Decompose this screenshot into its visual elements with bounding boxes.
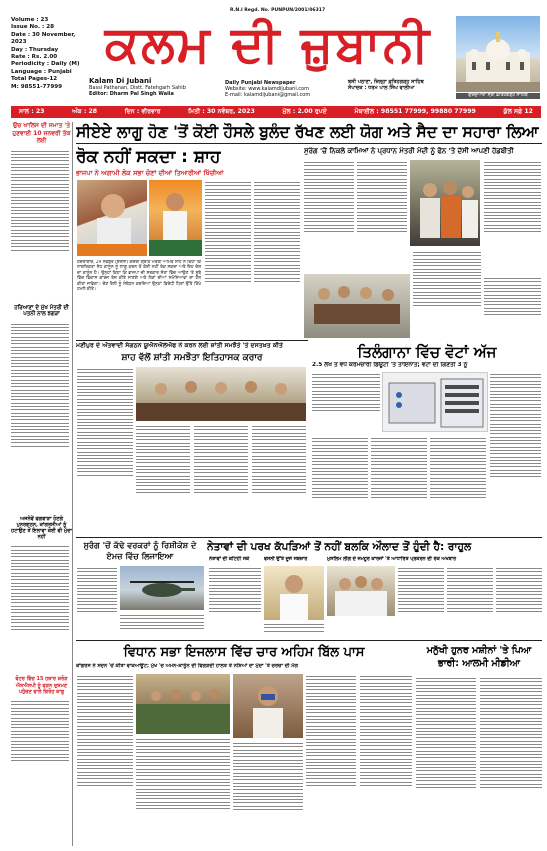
website-text: Website: www.kalamdijubani.com (225, 86, 309, 93)
telangana-story-col1 (312, 372, 380, 434)
lead-divider (76, 143, 542, 144)
manipur-story-col4 (252, 424, 306, 534)
vidhan-photo-assembly (136, 674, 230, 734)
tunnel-story-col1 (304, 160, 354, 272)
vidhan-photo-speaker (233, 674, 303, 738)
telangana-story-col4 (371, 436, 427, 534)
edition-meta (11, 17, 87, 91)
pages-text: Total Pages-12 (11, 76, 58, 83)
lead-story-text: ਹੈਦਰਾਬਾਦ, 29 ਨਵੰਬਰ (ਏਜੰਸੀ) ਕੇਂਦਰੀ ਗ੍ਰਹਿ ਮੰਤਰੀ ਅਮਿਤ ਸ਼ਾਹ ਨੇ ਕਿਹਾ ਕਿ ਨਾਗਰਿਕਤਾ ਸੋਧ ਕਾਨੂੰਨ ਨੂੰ ਲਾਗੂ ਕਰਨ ਤੋਂ ਕੋਈ ਨਹੀਂ ਰੋਕ ਸਕਦਾ ਅਤੇ ਇਹ ਦੇਸ਼ ਦਾ ਕਾਨੂੰਨ ਹੈ। ਉਨ੍ਹਾਂ ਕਿਹਾ ਕਿ ਭਾਜਪਾ ਦੀ ਸਰਕਾਰ ਸੱਤਾ ਵਿੱਚ ਆਉਣ 'ਤੇ ਸੂਬੇ ਵਿੱਚ ਵਿਕਾਸ ਕਾਰਜ ਤੇਜ਼ ਕੀਤੇ ਜਾਣਗੇ ਅਤੇ ਲੋਕਾਂ ਦੀਆਂ ਸਮੱਸਿਆਵਾਂ ਦਾ ਹੱਲ ਕੀਤਾ ਜਾਵੇਗਾ। ਚੋਣ ਰੈਲੀ ਨੂੰ ਸੰਬੋਧਨ ਕਰਦਿਆਂ ਉਨ੍ਹਾਂ ਵਿਰੋਧੀ ਧਿਰਾਂ ਉੱਤੇ ਤਿੱਖੇ ਹਮਲੇ ਕੀਤੇ। (77, 260, 201, 293)
manipur-story-col3 (194, 424, 248, 534)
lead-headline-shah: ਰੋਕ ਨਹੀਂ ਸਕਦਾ : ਸ਼ਾਹ (76, 147, 221, 167)
editor-text: Editor: Dharm Pal Singh Walia (89, 91, 174, 98)
telangana-headline: ਤਿਲੰਗਾਨਾ ਵਿੱਚ ਵੋਟਾਂ ਅੱਜ (357, 343, 497, 361)
telangana-subheadline: 2.5 ਲੱਖ ਤੋਂ ਵੱਧ ਕਰਮਚਾਰੀ ਡਿਊਟੀ 'ਤੇ ਤਾਇਨਾਤ; ਵੋਟਾਂ ਦੀ ਗਿਣਤੀ 3 ਨੂੰ (312, 362, 468, 368)
rishikesh-headline: ਸੁਰੰਗ 'ਚੋਂ ਕੱਢੇ ਵਰਕਰਾਂ ਨੂੰ ਰਿਸ਼ੀਕੇਸ਼ ਦੇ ਏਮਜ਼ ਵਿੱਚ ਲਿਜਾਇਆ (83, 540, 197, 561)
lead-story-col3 (254, 180, 300, 336)
vidhan-story-col3 (233, 741, 303, 845)
tunnel-story-col4 (484, 160, 541, 272)
manipur-divider (76, 340, 308, 341)
left-text-block-2 (11, 322, 72, 512)
info-year: ਸਾਲ : 23 (19, 108, 45, 115)
muslim-league-subheadline: ਮੁਸਲਿਮ ਲੀਗ ਦੇ ਜਮਹੂਰ ਕਾਰਜਾਂ 'ਤੇ ਆਧਾਰਿਤ ਪ੍ਰਕਰਨ ਦੀ ਰੋਕ ਅਖਬਾਰ (327, 557, 456, 562)
info-date: ਮਿਤੀ : 30 ਨਵੰਬਰ, 2023 (188, 108, 255, 115)
vasna-subheadline: ਵਸਨੀ ਉੱਤੇ ਦੂਜੇ ਸਬਜ਼ਾਰ (264, 557, 308, 562)
lead-photo-rally (149, 180, 202, 256)
tunnel-headline: ਸੁਰੰਗ 'ਚੋਂ ਨਿਕਲੇ ਕਾਮਿਆਂ ਨੇ ਪ੍ਰਧਾਨ ਮੰਤਰੀ ਮੋਦੀ ਨੂੰ ਫੋਨ 'ਤੇ ਦੱਸੀ ਆਪਣੀ ਹੱਡਬੀਤੀ (304, 147, 514, 155)
league-story-col1 (398, 566, 444, 636)
vidhan-story-col1 (77, 674, 133, 846)
rishikesh-photo-helicopter (120, 566, 204, 610)
rishikesh-story-col2 (120, 613, 204, 637)
left-headline-low: ਅਜਨੇਵੇਂ ਫਗਵਾੜਾ ਹੋਣਗੇ ਪੁਨਰਗਠਨ, ਕਾਂਗਰਸੀਆਂ ਨੂੰ ਹਟਾਉਣ ਤੋਂ ਇਲਾਵਾ ਕੋਈ ਵੀ ਮੁੱਦਾ ਨਹੀਂ (11, 515, 72, 541)
masthead-right-block (348, 79, 448, 91)
rishikesh-story-col1 (77, 566, 117, 636)
machine-headline: ਮਨੁੱਖੀ ਹੁਨਰ ਮਸ਼ੀਨਾਂ 'ਤੇ ਪਿਆ ਭਾਰੀ: ਆਲਮੀ ਮੀਡੀਆ (426, 645, 532, 669)
rahul-divider (76, 537, 542, 538)
vidhan-divider (76, 640, 542, 641)
day-text: Day : Thursday (11, 46, 59, 53)
tunnel-photo-meeting (304, 274, 410, 338)
manipur-headline: ਮਣੀਪੁਰ ਦੇ ਅੱਤਵਾਦੀ ਸੰਗਠਨ ਯੂਐਨਐਲਐਫ ਨੇ ਕਰਨ ਲਈ ਸ਼ਾਂਤੀ ਸਮਝੌਤੇ 'ਤੇ ਦਸਤਖ਼ਤ ਕੀਤੇ (76, 342, 283, 349)
rahul-story-col1 (209, 566, 261, 636)
vidhan-story-col5 (360, 674, 412, 846)
info-issue: ਅੰਕ : 28 (72, 108, 98, 115)
periodicity-text: Periodicity : Daily (M) (11, 61, 80, 68)
telangana-story-col5 (430, 436, 486, 534)
league-photo (327, 566, 395, 616)
vidhan-story-col2 (136, 737, 230, 845)
info-mobile: ਮੋਬਾਈਲ : 98551 77999, 99880 77999 (354, 108, 476, 115)
gurdwara-caption: ਗੁਰਦੁਆਰਾ ਸ੍ਰੀ ਫ਼ਤਿਹਗੜ੍ਹ ਸਾਹਿਬ (456, 93, 540, 99)
tunnel-story-col6 (484, 276, 541, 338)
lead-story-col2 (205, 180, 251, 336)
name-english: Kalam Di Jubani (89, 77, 152, 85)
tunnel-story-col5 (413, 250, 481, 338)
machine-story-col1 (416, 676, 476, 846)
machine-story-col2 (480, 676, 542, 846)
telangana-story-col3 (312, 436, 368, 534)
left-column (11, 122, 73, 846)
league-story-col2 (447, 566, 493, 636)
vidhan-story-col4 (306, 674, 356, 846)
manipur-story-col2 (136, 424, 190, 534)
volume-text: Volume : 23 (11, 17, 49, 23)
editor-punjabi: ਸੰਪਾਦਕ : ਧਰਮ ਪਾਲ ਸਿੰਘ ਵਾਲੀਆ (348, 85, 415, 92)
left-headline-mid: ਹਰਿਆਣਾ ਦੇ ਮੁੱਖ ਮੰਤਰੀ ਦੀ ਪਤਨੀ ਨਾਲ ਝਗੜਾ (14, 304, 69, 317)
date-text: Date : 30 November, 2023 (11, 31, 76, 46)
lead-photo-shah (77, 180, 147, 256)
left-text-block-3 (11, 544, 72, 672)
info-price: ਮੁੱਲ : 2.00 ਰੁਪਏ (282, 108, 327, 115)
info-pages: ਕੁੱਲ ਸਫ਼ੇ 12 (503, 108, 533, 115)
mobile-text: M: 98551-77999 (11, 83, 62, 90)
left-headline-top: ਉਚ ਖਾਲਿਸ ਦੀ ਜਮਾਤ 'ਤੇ ਹੁਣਵਾਈ 10 ਜਨਵਰੀ ਤੱਕ ਲਈ (12, 122, 71, 144)
masthead-title: ਕਲਮ ਦੀ ਜ਼ੁਬਾਨੀ (104, 14, 432, 73)
address-text: Bassi Pathanan, Distt. Fatehgarh Sahib (89, 85, 186, 91)
rate-text: Rate : Rs. 2.00 (11, 54, 58, 61)
kadhi-subheadline: ਨੇਤਾਵਾਂ ਦੀ ਕਟਿਹੀ ਸਕੇ (209, 557, 250, 562)
left-text-block-1 (11, 149, 72, 301)
rahul-story-col2 (264, 622, 324, 636)
masthead-left-block (89, 78, 209, 97)
tunnel-story-col2 (357, 160, 407, 272)
masthead-center-block (225, 80, 335, 99)
left-headline-bottom: ਵੋਟਰ ਵਿੱਚ 15 ਹਜ਼ਾਰ ਕਰੋੜ ਐਸਐਸਪੀ ਨੂੰ ਫੜਨ ਦੁਸ਼ਮਣ ਪਹੁੰਚਣ ਵਾਲੇ ਗਿਰੋਹ ਕਾਬੂ (15, 676, 68, 695)
lead-headline: ਸੀਏਏ ਲਾਗੂ ਹੋਣ 'ਤੋਂ ਕੋਈ ਹੌਸਲੇ ਬੁਲੰਦ ਰੱਖਣ ਲਈ ਯੋਗ ਅਤੇ ਸੈਦ ਦਾ ਸਹਾਰਾ ਲਿਆ (76, 122, 539, 141)
telangana-story-col2 (490, 372, 541, 534)
info-day: ਦਿਨ : ਵੀਰਵਾਰ (124, 108, 161, 115)
vidhan-headline: ਵਿਧਾਨ ਸਭਾ ਇਜਲਾਸ ਵਿੱਚ ਚਾਰ ਅਹਿਮ ਬਿੱਲ ਪਾਸ (123, 645, 365, 660)
manipur-photo (136, 367, 306, 421)
gurdwara-photo (456, 16, 540, 92)
rahul-photo (264, 566, 324, 620)
evm-photo (382, 372, 488, 432)
rahul-headline: ਨੇਤਾਵਾਂ ਦੀ ਪਰਖ ਕੱਪੜਿਆਂ ਤੋਂ ਨਹੀਂ ਬਲਕਿ ਔਲਾਦ ਤੋਂ ਹੁੰਦੀ ਹੈ: ਰਾਹੁਲ (207, 541, 472, 553)
left-text-block-4 (11, 699, 72, 795)
email-text: E-mail: kalamdijubani@gmail.com (225, 92, 311, 99)
lead-subheadline: ਭਾਜਪਾ ਨੇ ਅਗਾਮੀ ਲੋਕ ਸਭਾ ਚੋਣਾਂ ਦੀਆਂ ਤਿਆਰੀਆਂ ਖਿੱਚੀਆਂ (76, 169, 224, 177)
shah-peace-subheadline: ਸ਼ਾਹ ਵੱਲੋਂ ਸ਼ਾਂਤੀ ਸਮਝੌਤਾ ਇਤਿਹਾਸਕ ਕਰਾਰ (121, 353, 263, 363)
info-bar (11, 106, 541, 118)
issue-text: Issue No. : 28 (11, 24, 55, 31)
manipur-story-col1 (77, 367, 133, 535)
vidhan-subheadline: ਕਾਂਗਰਸ ਨੇ ਸਦਨ 'ਚੋਂ ਕੀਤਾ ਵਾਕਆਊਟ; ਮੁੱਖ 'ਚ ਅਮਨ-ਕਾਨੂੰਨ ਦੀ ਵਿਗੜਦੀ ਹਾਲਤ ਤੇ ਨਸ਼ਿਆਂ ਦਾ ਮੁੱਦਾ 'ਤੇ ਚਰਚਾ ਦੀ ਮੰਗ (76, 663, 299, 669)
league-story-col3 (496, 566, 542, 636)
location-punjabi: ਬਸੀ ਪਠਾਣਾ, ਜ਼ਿਲ੍ਹਾ ਫ਼ਤਿਹਗੜ੍ਹ ਸਾਹਿਬ (348, 79, 424, 85)
registration-number: R.N.I Regd. No. PUNPUN/2001/06317 (230, 8, 326, 13)
newspaper-type: Daily Punjabi Newspaper (225, 80, 296, 86)
tunnel-photo-workers (410, 160, 480, 246)
language-text: Language : Punjabi (11, 68, 72, 75)
